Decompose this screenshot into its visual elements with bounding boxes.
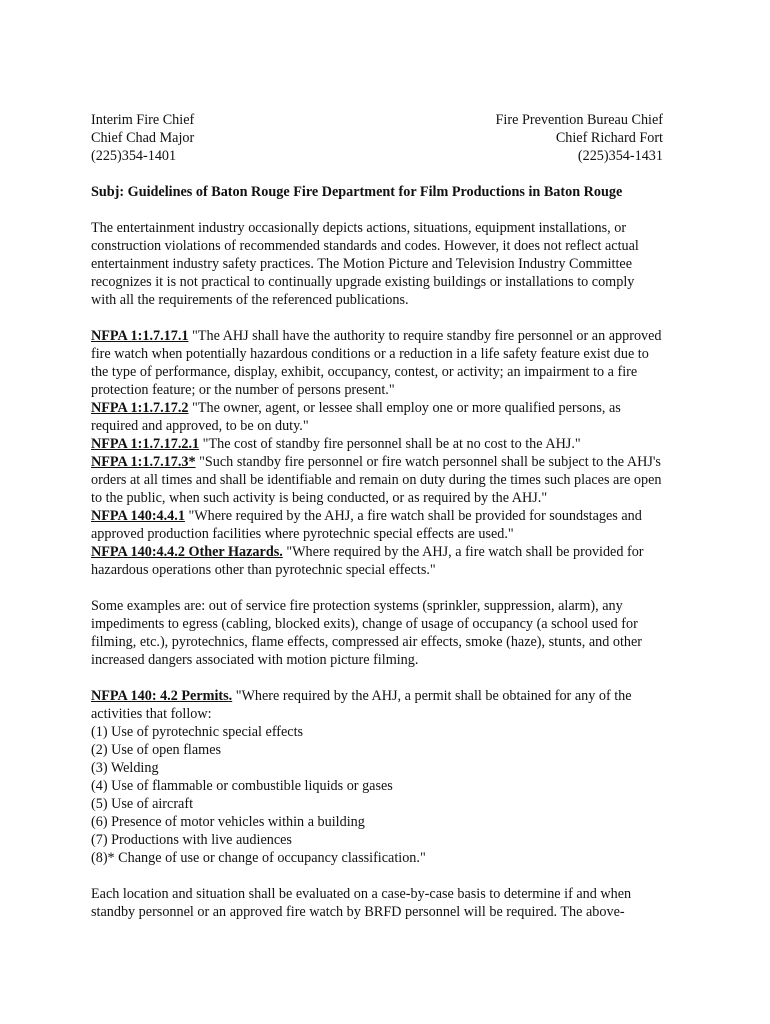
citation-code: NFPA 1:1.7.17.2 — [91, 400, 189, 416]
permits-intro: "Where required by the AHJ, a permit shall be obtained for any of the activities that follow: — [91, 688, 632, 722]
left-phone: (225)354-1401 — [91, 148, 177, 164]
citation-item — [91, 327, 663, 399]
examples-paragraph: Some examples are: out of service fire protection systems (sprinkler, suppression, alarm), any impediments to egress (cabling, blocked exits), change of usage of occupancy (a school used for filming, etc.), pyrotechnics, flame effects, compressed air effects, smoke (haze), stunts, and other increased dangers associated with motion picture filming. — [91, 598, 643, 668]
citation-item — [91, 399, 663, 435]
intro-paragraph: The entertainment industry occasionally depicts actions, situations, equipment installations, or construction violations of recommended standards and codes. However, it does not reflect actual entertainment industry safety practices. The Motion Picture and Television Industry Committee recognizes it is not practical to continually upgrade existing buildings or installations to comply with all the requirements of the referenced publications. — [91, 220, 639, 308]
permits-code: NFPA 140: 4.2 Permits — [91, 688, 229, 704]
citation-code: NFPA 1:1.7.17.1 — [91, 328, 189, 344]
citation-item — [91, 543, 663, 579]
citation-item — [91, 435, 663, 453]
citation-text: "The cost of standby fire personnel shall be at no cost to the AHJ." — [199, 436, 581, 452]
citation-code: NFPA 140:4.4.2 Other Hazards. — [91, 544, 283, 560]
citation-code: NFPA 140:4.4.1 — [91, 508, 185, 524]
right-phone: (225)354-1431 — [577, 148, 663, 164]
header-left-contact — [91, 111, 194, 165]
citation-text: "The owner, agent, or lessee shall employ one or more qualified persons, as required and approved, to be on duty." — [91, 400, 621, 434]
list-item: (4) Use of flammable or combustible liquids or gases — [91, 778, 393, 794]
list-item: (6) Presence of motor vehicles within a building — [91, 814, 365, 830]
permits-list — [91, 723, 663, 867]
list-item: (2) Use of open flames — [91, 742, 222, 758]
permits-code-suffix: . — [228, 688, 233, 704]
citation-text: "Where required by the AHJ, a fire watch shall be provided for soundstages and approved production facilities where pyrotechnic special effects are used." — [91, 508, 642, 542]
right-name: Chief Richard Fort — [555, 130, 663, 146]
list-item: (8)* Change of use or change of occupancy classification." — [91, 850, 426, 866]
left-name: Chief Chad Major — [91, 130, 195, 146]
citation-text: "The AHJ shall have the authority to require standby fire personnel or an approved fire watch when potentially hazardous conditions or a reduction in a life safety feature exist due to the type of performance, display, exhibit, occupancy, contest, or activity; an impairment to a fire protection feature; or the number of persons present." — [91, 328, 662, 398]
list-item: (3) Welding — [91, 760, 159, 776]
list-item: (1) Use of pyrotechnic special effects — [91, 724, 304, 740]
header-right-contact — [496, 111, 663, 165]
citation-code: NFPA 1:1.7.17.3* — [91, 454, 196, 470]
closing-paragraph: Each location and situation shall be evaluated on a case-by-case basis to determine if and when standby personnel or an approved fire watch by BRFD personnel will be required. The above- — [91, 886, 632, 920]
citation-text: "Such standby fire personnel or fire watch personnel shall be subject to the AHJ's orders at all times and shall be identifiable and remain on duty during the times such places are open to the public, when such activity is being conducted, or as required by the AHJ." — [91, 454, 662, 506]
subject-line: Subj: Guidelines of Baton Rouge Fire Department for Film Productions in Baton Rouge — [91, 184, 623, 200]
citations-block — [91, 327, 663, 579]
left-title: Interim Fire Chief — [91, 112, 195, 128]
letter-header — [91, 111, 663, 165]
citation-item — [91, 507, 663, 543]
list-item: (7) Productions with live audiences — [91, 832, 292, 848]
citation-code: NFPA 1:1.7.17.2.1 — [91, 436, 200, 452]
permits-block — [91, 687, 663, 867]
list-item: (5) Use of aircraft — [91, 796, 194, 812]
document-page — [91, 111, 663, 939]
citation-item — [91, 453, 663, 507]
citation-text: "Where required by the AHJ, a fire watch shall be provided for hazardous operations other than pyrotechnic special effects." — [91, 544, 644, 578]
right-title: Fire Prevention Bureau Chief — [495, 112, 663, 128]
